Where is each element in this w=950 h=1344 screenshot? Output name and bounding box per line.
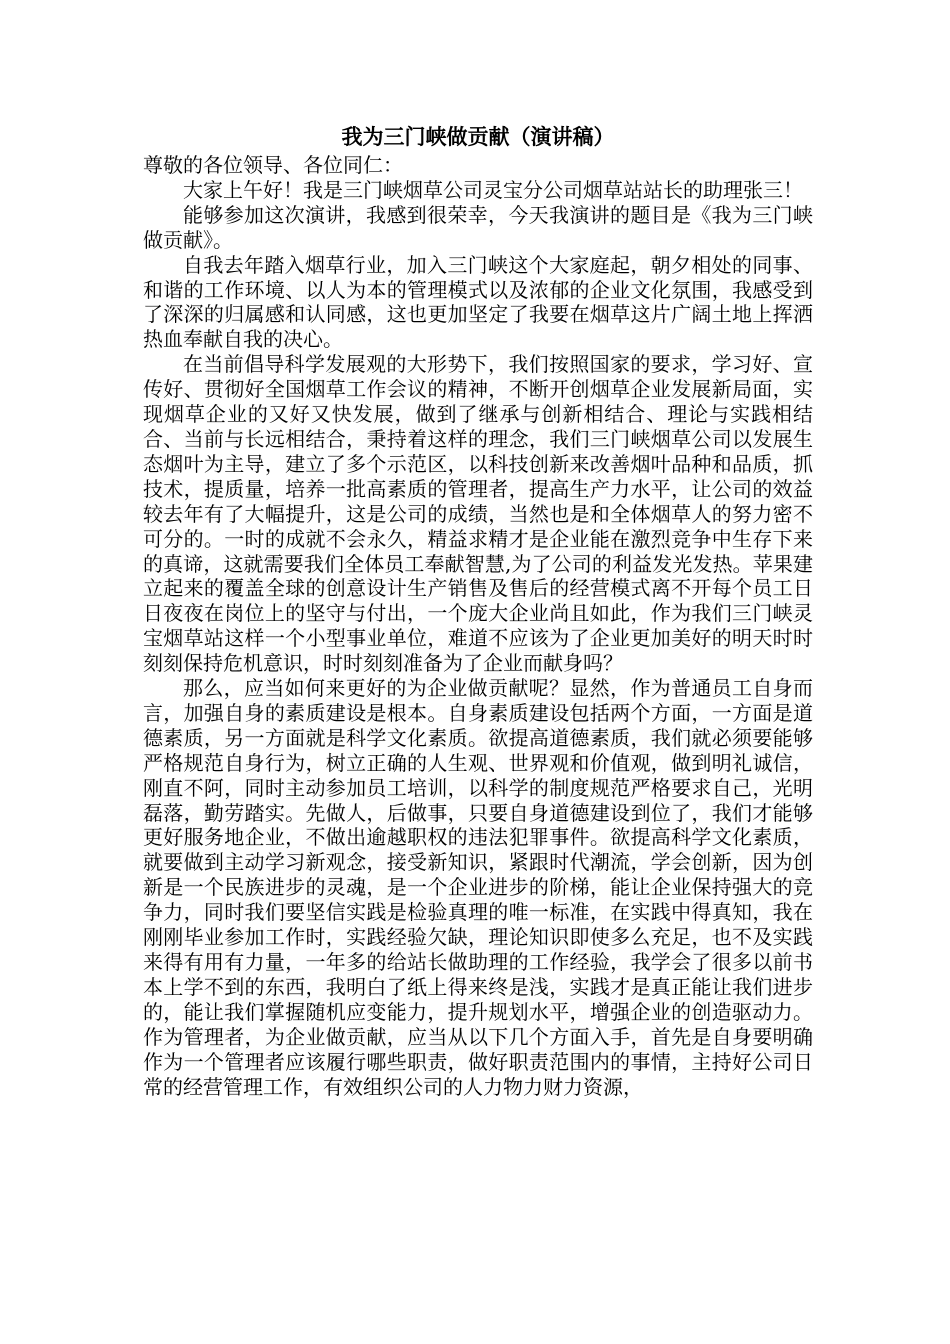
paragraph-development: 在当前倡导科学发展观的大形势下，我们按照国家的要求，学习好、宣传好、贯彻好全国烟草工作会议的精神，不断开创烟草企业发展新局面，实现烟草企业的又好又快发展，做到了继承与创新相结合、理论与实践相结合、当前与长远相结合，秉持着这样的理念，我们三门峡烟草公司以发展生态烟叶为主导，建立了多个示范区，以科技创新来改善烟叶品种和品质，抓技术，提质量，培养一批高素质的管理者，提高生产力水平，让公司的效益较去年有了大幅提升，这是公司的成绩，当然也是和全体烟草人的努力密不可分的。一时的成就不会永久，精益求精才是企业能在激烈竞争中生存下来的真谛，这就需要我们全体员工奉献智慧,为了公司的利益发光发热。苹果建立起来的覆盖全球的创意设计生产销售及售后的经营模式离不开每个员工日日夜夜在岗位上的坚守与付出，一个庞大企业尚且如此，作为我们三门峡灵宝烟草站这样一个小型事业单位，难道不应该为了企业更加美好的明天时时刻刻保持危机意识，时时刻刻准备为了企业而献身吗？ <box>143 352 813 676</box>
document-title: 我为三门峡做贡献（演讲稿） <box>341 125 615 149</box>
paragraph-greeting: 大家上午好！我是三门峡烟草公司灵宝分公司烟草站站长的助理张三！ <box>183 177 803 202</box>
paragraph-contribution: 那么，应当如何来更好的为企业做贡献呢？显然，作为普通员工自身而言，加强自身的素质建设是根本。自身素质建设包括两个方面，一方面是道德素质，另一方面就是科学文化素质。欲提高道德素质，我们就必须要能够严格规范自身行为，树立正确的人生观、世界观和价值观，做到明礼诚信，刚直不阿，同时主动参加员工培训，以科学的制度规范严格要求自己，光明磊落，勤劳踏实。先做人，后做事，只要自身道德建设到位了，我们才能够更好服务地企业，不做出逾越职权的违法犯罪事件。欲提高科学文化素质，就要做到主动学习新观念，接受新知识，紧跟时代潮流，学会创新，因为创新是一个民族进步的灵魂，是一个企业进步的阶梯，能让企业保持强大的竞争力，同时我们要坚信实践是检验真理的唯一标准，在实践中得真知，我在刚刚毕业参加工作时，实践经验欠缺，理论知识即使多么充足，也不及实践来得有用有力量，一年多的给站长做助理的工作经验，我学会了很多以前书本上学不到的东西，我明白了纸上得来终是浅，实践才是真正能让我们进步的，能让我们掌握随机应变能力，提升规划水平，增强企业的创造驱动力。作为管理者，为企业做贡献，应当从以下几个方面入手，首先是自身要明确作为一个管理者应该履行哪些职责，做好职责范围内的事情，主持好公司日常的经营管理工作，有效组织公司的人力物力财力资源， <box>143 676 813 1099</box>
salutation: 尊敬的各位领导、各位同仁： <box>143 153 403 177</box>
paragraph-topic: 能够参加这次演讲，我感到很荣幸，今天我演讲的题目是《我为三门峡做贡献》。 <box>143 202 813 252</box>
paragraph-joining: 自我去年踏入烟草行业，加入三门峡这个大家庭起，朝夕相处的同事、和谐的工作环境、以人为本的管理模式以及浓郁的企业文化氛围，我感受到了深深的归属感和认同感，这也更加坚定了我要在烟草这片广阔土地上挥洒热血奉献自我的决心。 <box>143 252 813 352</box>
